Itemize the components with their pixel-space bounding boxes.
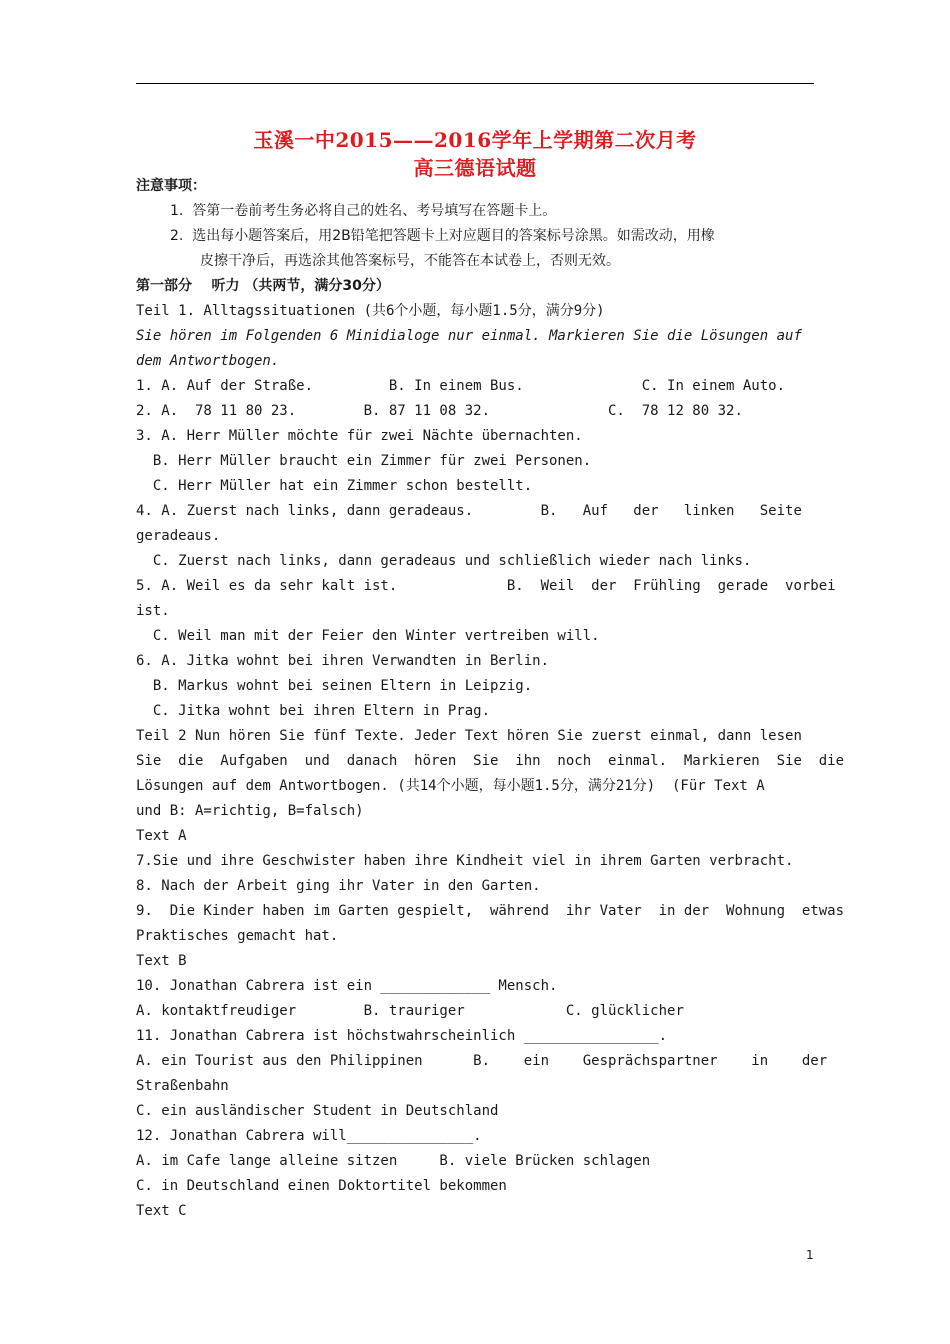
teil2-instruction-end: und B: A=richtig, B=falsch) [136,803,364,819]
question-11-options: A. ein Tourist aus den Philippinen B. ein Gesprächspartner in der [136,1053,828,1069]
question-10: 10. Jonathan Cabrera ist ein _____________ Mensch. [136,978,558,994]
question-11-options-cont: Straßenbahn [136,1078,229,1094]
question-5c: C. Weil man mit der Feier den Winter vertreiben will. [136,628,600,644]
question-4a-cont: geradeaus. [136,528,221,544]
notice-item-2-cont: 皮擦干净后，再选涂其他答案标号，不能答在本试卷上，否则无效。 [200,253,620,269]
question-10-options: A. kontaktfreudiger B. trauriger C. glücklicher [136,1003,684,1019]
question-5a: 5. A. Weil es da sehr kalt ist. B. Weil der Frühling gerade vorbei [136,578,836,594]
question-6b: B. Markus wohnt bei seinen Eltern in Leipzig. [136,678,533,694]
notice-item-1: 1. 答第一卷前考生务必将自己的姓名、考号填写在答题卡上。 [170,203,557,219]
teil2-heading: Teil 2 Nun hören Sie fünf Texte. Jeder Text hören Sie zuerst einmal, dann lesen [136,728,802,744]
teil1-instruction-cont: dem Antwortbogen. [136,353,280,369]
text-c-label: Text C [136,1203,187,1219]
top-rule [136,83,814,84]
text-b-label: Text B [136,953,187,969]
question-3b: B. Herr Müller braucht ein Zimmer für zwei Personen. [136,453,592,469]
question-4c: C. Zuerst nach links, dann geradeaus und schließlich wieder nach links. [136,553,752,569]
question-3a: 3. A. Herr Müller möchte für zwei Nächte übernachten. [136,428,583,444]
question-2: 2. A. 78 11 80 23. B. 87 11 08 32. C. 78 12 80 32. [136,403,743,419]
question-5a-cont: ist. [136,603,170,619]
question-8: 8. Nach der Arbeit ging ihr Vater in den Garten. [136,878,541,894]
question-7: 7.Sie und ihre Geschwister haben ihre Kindheit viel in ihrem Garten verbracht. [136,853,794,869]
question-9: 9. Die Kinder haben im Garten gespielt, während ihr Vater in der Wohnung etwas [136,903,845,919]
question-3c: C. Herr Müller hat ein Zimmer schon bestellt. [136,478,533,494]
question-4a: 4. A. Zuerst nach links, dann geradeaus. B. Auf der linken Seite [136,503,802,519]
notice-item-2: 2. 选出每小题答案后，用2B铅笔把答题卡上对应题目的答案标号涂黑。如需改动，用橡 [170,228,715,244]
exam-subtitle: 高三德语试题 [413,156,537,180]
question-12: 12. Jonathan Cabrera will_______________. [136,1128,482,1144]
question-12-option-c: C. in Deutschland einen Doktortitel bekommen [136,1178,507,1194]
question-9-cont: Praktisches gemacht hat. [136,928,339,944]
teil2-instruction-cont: Lösungen auf dem Antwortbogen. (共14个小题，每小题1.5分，满分21分) (Für Text A [136,778,765,794]
text-a-label: Text A [136,828,187,844]
notice-heading: 注意事项： [136,178,206,194]
question-6a: 6. A. Jitka wohnt bei ihren Verwandten in Berlin. [136,653,550,669]
question-11-option-c: C. ein ausländischer Student in Deutschland [136,1103,499,1119]
question-11: 11. Jonathan Cabrera ist höchstwahrscheinlich ________________. [136,1028,668,1044]
part1-heading: 第一部分 听力 （共两节，满分30分） [136,278,390,294]
teil2-instruction: Sie die Aufgaben und danach hören Sie ihn noch einmal. Markieren Sie die [136,753,845,769]
question-12-options: A. im Cafe lange alleine sitzen B. viele Brücken schlagen [136,1153,651,1169]
question-1: 1. A. Auf der Straße. B. In einem Bus. C. In einem Auto. [136,378,786,394]
exam-title: 玉溪一中2015——2016学年上学期第二次月考 [253,128,697,152]
teil1-instruction: Sie hören im Folgenden 6 Minidialoge nur einmal. Markieren Sie die Lösungen auf [136,328,802,344]
teil1-heading: Teil 1. Alltagssituationen (共6个小题，每小题1.5分，满分9分) [136,303,605,319]
question-6c: C. Jitka wohnt bei ihren Eltern in Prag. [136,703,491,719]
page-number: 1 [806,1248,814,1262]
